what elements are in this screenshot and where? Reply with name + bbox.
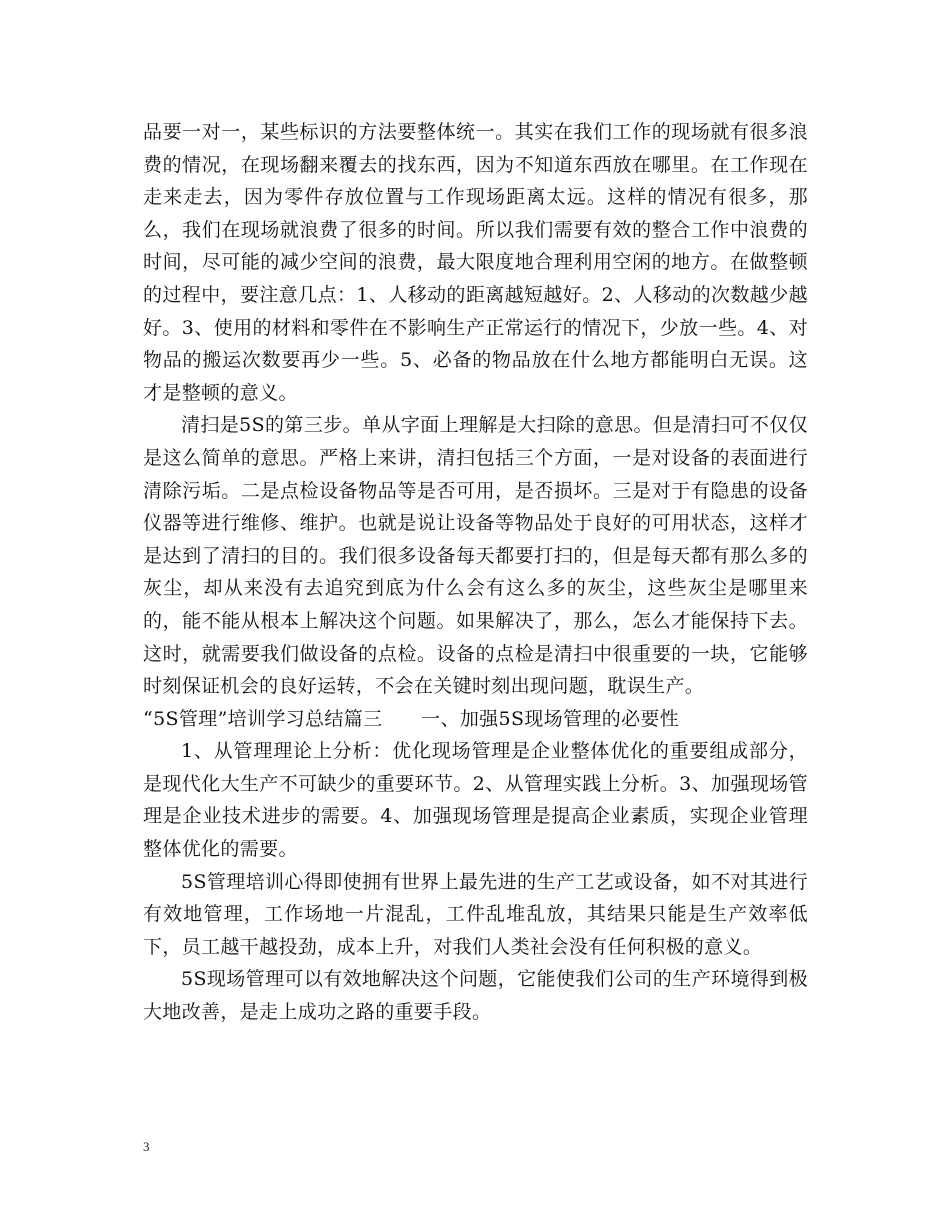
document-body (143, 116, 808, 1029)
paragraph-cleaning: 清扫是5S的第三步。单从字面上理解是大扫除的意思。但是清扫可不仅仅是这么简单的意思。严格上来讲，清扫包括三个方面，一是对设备的表面进行清除污垢。二是点检设备物品等是否可用，是否损坏。三是对于有隐患的设备仪器等进行维修、维护。也就是说让设备等物品处于良好的可用状态，这样才是达到了清扫的目的。我们很多设备每天都要打扫的，但是每天都有那么多的灰尘，却从来没有去追究到底为什么会有这么多的灰尘，这些灰尘是哪里来的，能不能从根本上解决这个问题。如果解决了，那么，怎么才能保持下去。这时，就需要我们做设备的点检。设备的点检是清扫中很重要的一块，它能够时刻保证机会的良好运转，不会在关键时刻出现问题，耽误生产。 (143, 414, 808, 698)
paragraph-necessity-list: 1、从管理理论上分析：优化现场管理是企业整体优化的重要组成部分，是现代化大生产不可缺少的重要环节。2、从管理实践上分析。3、加强现场管理是企业技术进步的需要。4、加强现场管理是提高企业素质，实现企业管理整体优化的需要。 (143, 740, 808, 861)
paragraph-conclusion: 5S现场管理可以有效地解决这个问题，它能使我们公司的生产环境得到极大地改善，是走上成功之路的重要手段。 (143, 968, 808, 1024)
page-number: 3 (143, 1139, 150, 1154)
paragraph-continued-tidying: 品要一对一，某些标识的方法要整体统一。其实在我们工作的现场就有很多浪费的情况，在现场翻来覆去的找东西，因为不知道东西放在哪里。在工作现在走来走去，因为零件存放位置与工作现场距离太远。这样的情况有很多，那么，我们在现场就浪费了很多的时间。所以我们需要有效的整合工作中浪费的时间，尽可能的减少空间的浪费，最大限度地合理利用空闲的地方。在做整顿的过程中，要注意几点：1、人移动的距离越短越好。2、人移动的次数越少越好。3、使用的材料和零件在不影响生产正常运行的情况下，少放一些。4、对物品的搬运次数要再少一些。5、必备的物品放在什么地方都能明白无误。这才是整顿的意义。 (143, 121, 808, 404)
paragraph-training-insight: 5S管理培训心得即使拥有世界上最先进的生产工艺或设备，如不对其进行有效地管理，工作场地一片混乱，工件乱堆乱放，其结果只能是生产效率低下，员工越干越投劲，成本上升，对我们人类社会没有任何积极的意义。 (143, 870, 808, 958)
section-heading: “5S管理”培训学习总结篇三 一、加强5S现场管理的必要性 (143, 707, 680, 730)
